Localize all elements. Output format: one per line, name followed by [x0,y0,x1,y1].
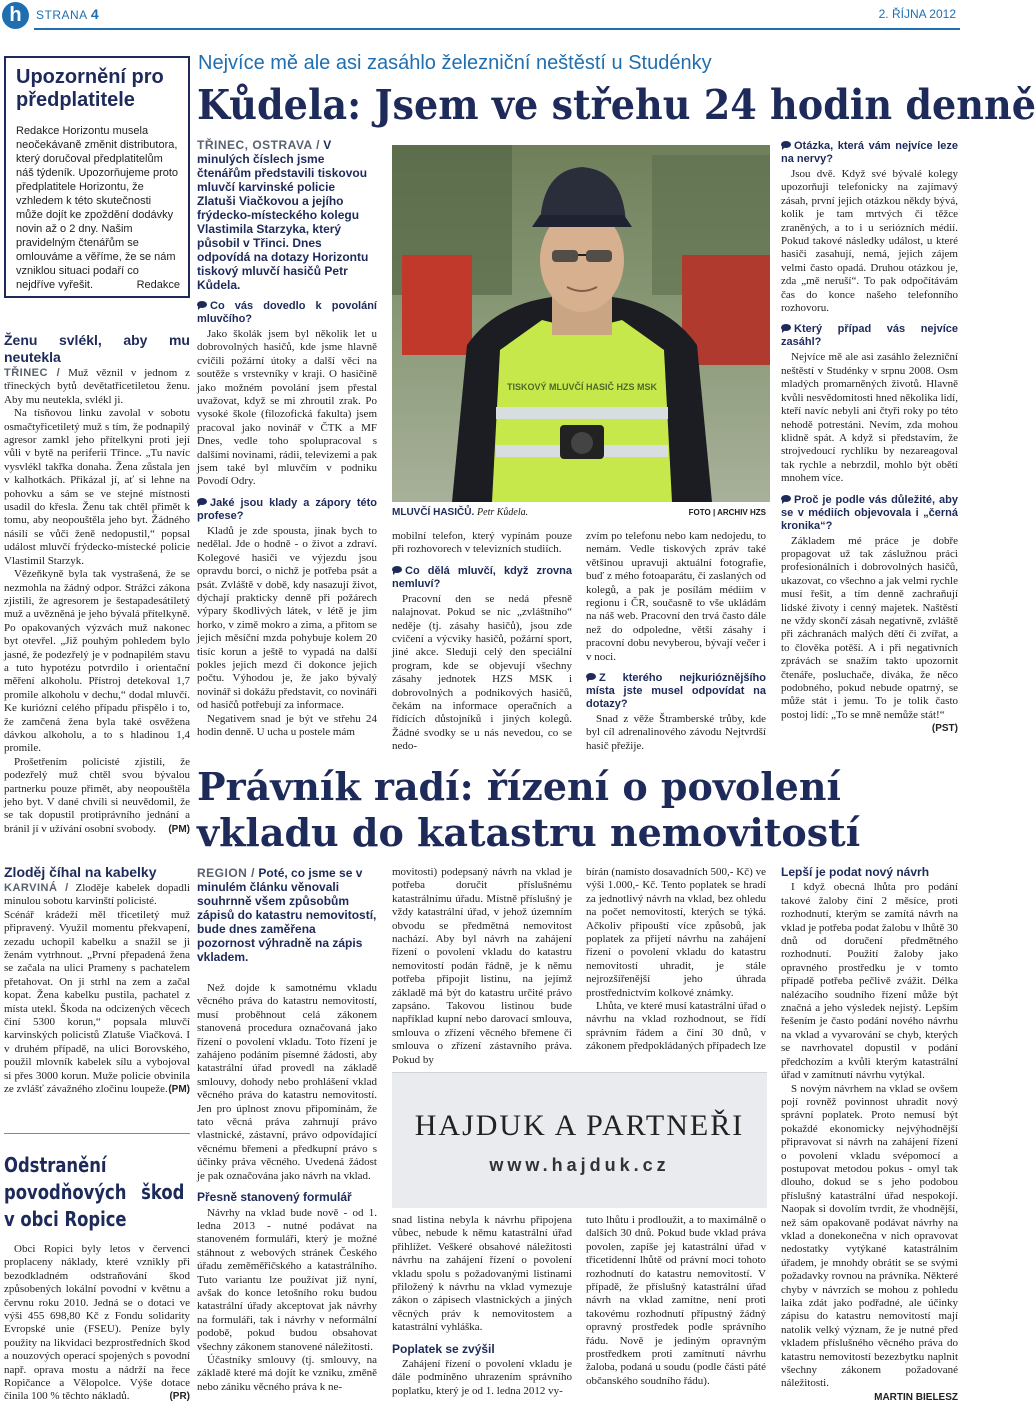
story2-lead: Zloděje kabelek dopadli minulou sobotu karvinští policisté. [4,882,191,908]
issue-date: 2. ŘÍJNA 2012 [878,7,956,21]
caption-person: Petr Kůdela. [477,507,529,518]
subscriber-notice-box [4,56,190,298]
answer-6: Nejvíce mě ale asi zasáhlo železniční neštěstí v Studénky v srpnu 2008. Osm mladých promarněných životů. Hlavně kvůli nesvědomitosti hned několika lidí, kteří navíc nebyli ani čtyři roky po této nehodě potrestáni. Nevím, zda mohou klidně spát. A když si představím, že strojvedoucí rychlíku by nezareagoval tak rychle a nebrzdil, mohlo být obětí mnohem více. [781,351,958,485]
interview-column-3 [392,530,572,753]
story2-para: Scénář krádeží měl třicetiletý muž připravený. Využil momentu překvapení, zezadu uchopil kabelku a snažil se ji ženám vytrhnout. „První přepadená žena se začala na ulici Prameny s pachatelem přetahovat. On ji strhl na zem a začal kopat. Žena kabelku pustila, pachatel z místa utekl. Škoda na odcizených věcech činí 5300 korun,“ popsala mluvčí karvinských policistů Zlatuše Viačková. I v druhém případě, na ulici Borovského, použil mlovník kabelek sílu a vybojoval si přes 3000 korun. Muže policie obvinila ze zvlášť závažného zločinu loupeže. [4,908,190,1096]
answer-1: Jako školák jsem byl několik let u dobrovolných hasičů, kde jsme hlavně cvičili požární útoky a další věci na soutěže s vrstevníky v kraji. O hasičině jako možném povolání jsem přestal uvažovat, když se mi zhroutil zrak. Po vysoké škole (filozofická fakulta) jsem pracoval jako novinář v ČTK a MF Dnes, vedle toho spolupracoval s dalšími novinami, rádii, televizemi a pak jsem také byl mluvčím v podniku Povodí Odry. [197,328,377,488]
lawyer-column-2-bottom [392,1214,572,1411]
lawyer-para: bírán (namísto dosavadních 500,- Kč) ve výši 1.000,- Kč. Tento poplatek se hradí za jednotlivý návrh na vklad, bez ohledu na počet nemovitostí, kterých se týká. Ačkoliv připouští více způsobů, jak poplatek za přijetí návrhu na zahájení řízení o povolení vkladu do katastru nemovitostí uhradit, je stále nejrozšířenější jeho úhrada prostřednictvím kolkové známky. [586,866,766,999]
interview-kicker: Nejvíce mě ale asi zasáhlo železniční neštěstí u Studénky [198,52,712,74]
lawyer-para: movitosti) podepsaný návrh na vklad je potřeba doručit příslušnému katastrálnímu úřadu. Místně příslušný je vždy katastrální úřad, v jehož územním obvodu se předmětná nemovitost nachází. Aby byl návrh na zahájení řízení o povolení vkladu do katastru nemovitostí podán řádně, je k němu potřeba připojit listinu, na jejímž základě má být do katastru určité právo zapsáno. Takovou listinou bude například kupní nebo darovací smlouva, smlouva o zřízení věcného břemene či smlouva o zřízení zástavního práva. Pokud by [392,866,572,1066]
photo-illustration [392,145,770,502]
lawyer-para: Návrhy na vklad bude nově - od 1. ledna 2013 - nutné podávat na stanoveném formuláři, který je možné stáhnout z webových stránek Českého úřadu zeměměřičského a katastrálního. Tuto variantu lze používat již nyní, avšak do konce letošního roku budou katastrální úřady akceptovat jak návrhy na formuláři, tak i návrhy v neformální podobě, pokud budou obsahovat všechny zákonem stanovené náležitosti. [197,1206,377,1353]
question-4: Z kterého nejkurióznějšího místa jste musel odpovídat na dotazy? [586,672,766,711]
interview-lead: V minulých číslech jsme čtenářům představili tiskovou mluvčí karvinské policie Zlatuši Viačkovou a jejího frýdecko-místeckého kolegu Vlastimila Starzyka, který působil v Třinci. Dnes odpovídá na dotazy Horizontu tiskový mluvčí hasičů Petr Kůdela. [197,138,369,292]
page-label: STRANA [36,8,88,22]
ad-company-name: HAJDUK A PARTNEŘI [414,1109,745,1142]
lawyer-para: tuto lhůtu i prodloužit, a to maximálně o dalších 30 dnů. Pokud bude vklad práva povolen, zapíše jej katastrální úřad v třicetidenní lhůtě od právní moci tohoto rozhodnutí do katastru nemovitostí. V případě, že příslušný katastrální úřad návrh na vklad zamítne, není proti takovému rozhodnutí přípustný žádný opravný prostředek podle správního řádu. Nově je jediným opravným prostředkem proti zamítnutí návrhu žaloba, podaná u soudu (podle části páté občanského soudního řádu). [586,1214,766,1387]
lawyer-column-3-top [586,866,766,1066]
interview-place: TŘINEC, OSTRAVA / [197,138,320,152]
answer-3-end: zvím po telefonu nebo kam nedojedu, to nemám. Vedle tiskových zpráv také většinou upravuji aktuální fotografie, buď z mého fotoaparátu, či zaslaných od kolegů, a pak je posílám médiím v regionu i ČR, současně to vše ukládám na náš web. Pracovní den trvá často dále než do odpoledne, větší zásahy i pracovní dobu nevyberou, bývají večer i v noci. [586,530,766,663]
story1-para: Na tísňovou linku zavolal v sobotu osmačtyřicetiletý muž s tím, že podnapilý agresor zamkl jeho přítelkyni proti její vůli v bytě na periferii Třince. „Tu navíc vysvlékl takřka donaha. Žena zůstala jen v kalhotkách. Přikázal jí, ať si lehne na pohovku a sám se ve stejné místnosti usadil do křesla. Ženu tak chtěl přimět k tomu, aby neopouštěla jeho byt. Žádného násilí se vůči ženě nedopustil,“ popsal událost mluvčí frýdecko-místecké policie Vlastimil Starzyk. [4,407,190,567]
caption-photo-credit: FOTO | ARCHIV HZS [688,508,766,517]
speech-bubble-icon [586,673,596,680]
lawyer-para: S novým návrhem na vklad se ovšem pojí rovněž povinnost uhradit nový správní poplatek. Proto nemusí být pokaždé ekonomicky nejvýhodnější připravovat si návrh na zahájení řízení o povolení vkladu svépomocí a postupovat metodou pokus - omyl tak dlouho, dokud se s jeho podobou příslušný katastrální úřad nespokojí. Naopak si dovolím tvrdit, že vhodnější, než sám opakovaně podávat návrhy na vklad a donekonečna v nich opravovat nedostatky vytýkané katastrálním úřadem, je mnohdy obrátit se se svými požadavky rovnou na právníka. Některé chyby v návrzích se mohou z pohledu laika zdát jako podřadné, ale účinky zápisu do katastru nemovitostí mají natolik velký význam, že je nutné před vkladem příslušného věcného práva do katastru nemovitostí bezezbytku naplnit všechny zákonem požadované náležitosti. [781,1082,958,1390]
interview-headline: Kůdela: Jsem ve střehu 24 hodin denně [197,81,1036,129]
hajduk-advertisement[interactable] [392,1072,767,1208]
lawyer-para: I když obecná lhůta pro podání takové žaloby činí 2 měsíce, proti rozhodnutí, kterým se zamítá návrh na vklad je potřeba podat žalobu v lhůtě 30 dnů od doručení předmětného rozhodnutí. Použití žaloby jako opravného prostředku je v tomto případě potřeba pečlivě zvážit. Délka nalézacího soudního řízení může být značná a jeho výsledek nejistý. Lepším řešením je často podání nového návrhu na vklad a vyvarování se chyb, kterých se navrhovatel dopustil v podání předchozím a kvůli kterým katastrální úřad v zamítnutí návrhu vytýkal. [781,881,958,1082]
firefighter-photo [392,145,770,502]
lawyer-subhead-3: Lepší je podat nový návrh [781,865,930,879]
photo-caption [392,506,770,520]
story2-title: Zloděj číhal na kabelky [4,864,157,880]
speech-bubble-icon [781,141,791,148]
lawyer-lead: Poté, co jsme se v minulém článku věnovali souhrnně všem způsobům zápisů do katastru nemovitostí, bude dnes zaměřena pozornost výhradně na zápis vkladem. [197,866,377,964]
lawyer-para: Účastníky smlouvy (tj. smlouvy, na základě které má dojít ke vzniku, změně nebo zániku věcného práva k ne- [197,1353,377,1393]
notice-title: Upozornění pro předplatitele [16,66,164,111]
answer-2-cont: Negativem snad je být ve střehu 24 hodin denně. U ucha u postele mám [197,712,377,738]
page-header [0,0,960,30]
question-1: Co vás dovedlo k povolání mluvčího? [197,300,377,325]
question-5: Otázka, která vám nejvíce leze na nervy? [781,140,958,165]
story1-sign: (PM) [168,823,190,835]
answer-3: Pracovní den se nedá přesně nalajnovat. Pokud se nic „zvláštního“ neděje (tj. zásahy hasičů), jsou zde cvičení a výcviky hasičů, požární sport, jiné akce. Sleduji celý den speciální program, kde se objevují všechny zásahy jednotek HZS MSK i dobrovolných a podnikových hasičů, čekám na informace operačních a řídících důstojníků i jiných kolegů. Žádné svodky se u nás nevedou, co se nedo- [392,592,572,753]
story-divider [4,1133,190,1134]
story1-title: Ženu svlékl, aby mu neutekla [4,332,190,365]
speech-bubble-icon [197,498,207,505]
lawyer-para: snad listina nebyla k návrhu připojena vůbec, nebude k němu katastrální úřad přihlížet. Veškeré obsahové náležitosti návrhu na zahájení řízení o povolení vkladu spolu s požadovanými listinami přiložený k návrhu na vklad vymezuje zákon o zápisech vlastnických a jiných věcných práv k nemovitostem a katastrální vyhláška. [392,1214,572,1334]
lawyer-column-2-top [392,866,572,1066]
interview-column-4 [586,530,766,752]
question-3: Co dělá mluvčí, když zrovna nemluví? [392,564,572,590]
answer-7: Základem mé práce je dobře propagovat už tak záslužnou práci profesionálních i dobrovolných hasičů, ukazovat, co všechno a jak velmi rychle musí řešit, a tím denně zachraňují lidské životy i cenný majetek. Naštěstí ne vždy skončí zásah negativně, zvláště při záchranách malých dětí či zvířat, a to člověka potěší. A i při negativních zprávách se snažím takto upozornit čtenáře, posluchače, diváka, že něco podobného, pokud nebude opatrný, se může stát i jemu. To je tolik často postoj lidí: „To se mně nemůže stát!“ [781,534,958,721]
interview-column-5 [781,140,958,745]
answer-4: Snad z věže Štramberské trůby, kde byl cíl adrenalinového závodu Nejtvrdší hasič přežije. [586,713,766,752]
story1-para: Vězeňkyně byla tak vystrašená, že se nezmohla na žádný odpor. Strážci zákona zjistili, že agresorem je šestapadesátiletý muž a uvězněná je jeho bývalá přítelkyně. Po opakovaných výzvách muž nakonec byt otevřel. „Již pouhým pohledem bylo jasné, že podezřelý je v podnapilém stavu a tuto hypotézu potvrdilo i orientační měření alkoholu. Přístroj detekoval 1,7 promile alkoholu v dechu,“ dodal mluvčí. Ke kuriózní celého případu přispělo i to, že zamčená žena byla také osvěžena dávkou alkoholu, a to s hladinou 1,4 promile. [4,568,190,755]
story-handbag-thief [4,864,190,1124]
notice-text: Redakce Horizontu musela neočekávaně změnit distributora, který doručoval předplatitelům náš týdeník. Upozorňujeme proto předplatitele Horizontu, že vzhledem k této skutečnosti může dojít ke zpoždění dodávky novin až o 2 dny. Našim pravidelným čtenářům se omlouváme a věříme, že se nám vzniklou situaci podaří co nejdříve vyřešit. [16,125,179,291]
header-rule [34,28,960,30]
lawyer-author: MARTIN BIELESZ [874,1391,958,1403]
story2-sign: (PM) [168,1084,190,1096]
speech-bubble-icon [781,495,791,502]
speech-bubble-icon [197,301,207,308]
page-number: 4 [90,6,100,22]
lawyer-para: Zahájení řízení o povolení vkladu je dále podmíněno uhrazením správního poplatku, který je od 1. ledna 2012 vy- [392,1358,572,1397]
interview-column-1 [197,138,377,743]
notice-sign: Redakce [136,279,180,291]
answer-2: Kladů je zde spousta, jinak bych to nedělal. Jde o hodně - o život a zdraví. Kolegové hasiči ve výjezdu jsou opravdu borci, o nichž je potřeba psát a psát. Zvláště v době, kdy nasazují život, dýchají prakticky denně při požárech výpary škodlivých látek, v létě je jim horko, v zimě mokro a zima, a přitom se jejich měsíční mzda pohybuje kolem 20 tisíc korun a ještě to vypadá na další pokles jejich mezd či dokonce jejich počtu. Výhodou je, že jako bývalý novinář si dokážu představit, co novináři od hasičů potřebují za informace. [197,524,377,712]
lawyer-subhead-1: Přesně stanovený formulář [197,1190,352,1205]
ad-url[interactable]: www.hajduk.cz [489,1155,670,1175]
story3-sign: (PR) [169,1391,190,1403]
lawyer-para: Než dojde k samotnému vkladu věcného práva do katastru nemovitostí, musí proběhnout celá zákonem stanovená procedura označovaná jako řízení o povolení vkladu. Toto řízení je zahájeno podáním písemné žádosti, aby katastrální úřad provedl na základě smlouvy, dohody nebo prohlášení vklad věcného práva do katastru nemovitostí. Jen pro úplnost znovu připomínám, že tato věcná práva zahrnují právo vlastnické, zástavní, právo odpovídající věcnému břemeni a předkupní právo s účinky práva věcného. Uvedená žádost je pak označována jako návrh na vklad. [197,982,377,1182]
speech-bubble-icon [781,324,791,331]
lawyer-para: Lhůta, ve které musí katastrální úřad o návrhu na vklad rozhodnout, se řídí správním řádem a činí 30 dnů, v zákonem předpokládaných případech lze [586,1000,766,1053]
vest-text: TISKOVÝ MLUVČÍ HASIČ HZS MSK [506,382,658,392]
speech-bubble-icon [392,566,402,573]
question-6: Který případ vás nejvíce zasáhl? [781,323,958,349]
lawyer-column-1 [197,866,377,1411]
answer-2-end: mobilní telefon, který vypínám pouze při rozhovorech v televizních studiích. [392,530,572,556]
story3-title: Odstranění povodňových škod v obci Ropice [4,1153,185,1231]
story1-para: Prošetřením policisté zjistili, že podezřelý muž chtěl svou bývalou partnerku pouze přimět, aby neopouštěla jeho byt. V dané chvíli si neuvědomil, že se tak dopustil protiprávního jednání a bránil jí v užívání osobní svobody. (PM) [4,755,190,835]
story1-place: TŘINEC / [4,367,61,379]
caption-label: MLUVČÍ HASIČŮ. [392,507,475,518]
answer-5: Jsou dvě. Když své bývalé kolegy upozorňuji telefonicky na zajímavý zásah, první jejich otázkou někdy bývá, kolik je tam mrtvých či těžce zraněných, a to i u seriózních médií. Pokud takové následky událost, u které hasiči zasahují, nemá, jejich zájem velmi často opadá. Druhou otázkou je, zda „mě neruší“. To pak odpočítávám čas do konce našeho telefonního rozhovoru. [781,168,958,315]
interview-sign: (PST) [931,723,958,735]
lawyer-subhead-2: Poplatek se zvýšil [392,1341,495,1356]
lawyer-headline: Právník radí: řízení o povolení vkladu do katastru nemovitostí [197,764,861,855]
horizont-logo: h [2,2,29,29]
story-woman-undressed [4,332,190,852]
lawyer-column-4 [781,866,958,1411]
lawyer-place: REGION / [197,866,256,880]
question-7: Proč je podle vás důležité, aby se v médiích objevovala i „černá kronika“? [781,493,958,532]
story3-text: Obci Ropici byly letos v červenci proplaceny náklady, které vznikly při bezodkladném odstraňování škod způsobených lokální povodní v květnu a červnu roku 2010. Jedná se o dotaci ve výši 455 698,80 Kč z Fondu solidarity Evropské unie (FSEU). Peníze byly použity na likvidaci bezprostředních škod a nouzových operací spojených s povodní např. oprava mostu a nádrží na řece Ropičance a Vělopolce. Výše dotace činila 100 % těchto nákladů. [4,1243,190,1403]
story-flood-damage [4,1152,190,1410]
story1-lead: Muž věznil v jednom z třineckých bytů devětatřicetiletou ženu. Aby mu neutekla, svlékl ji. [4,367,191,406]
story2-place: KARVINÁ / [4,882,69,894]
lawyer-column-3-bottom [586,1214,766,1411]
question-2: Jaké jsou klady a zápory této profese? [197,496,377,522]
